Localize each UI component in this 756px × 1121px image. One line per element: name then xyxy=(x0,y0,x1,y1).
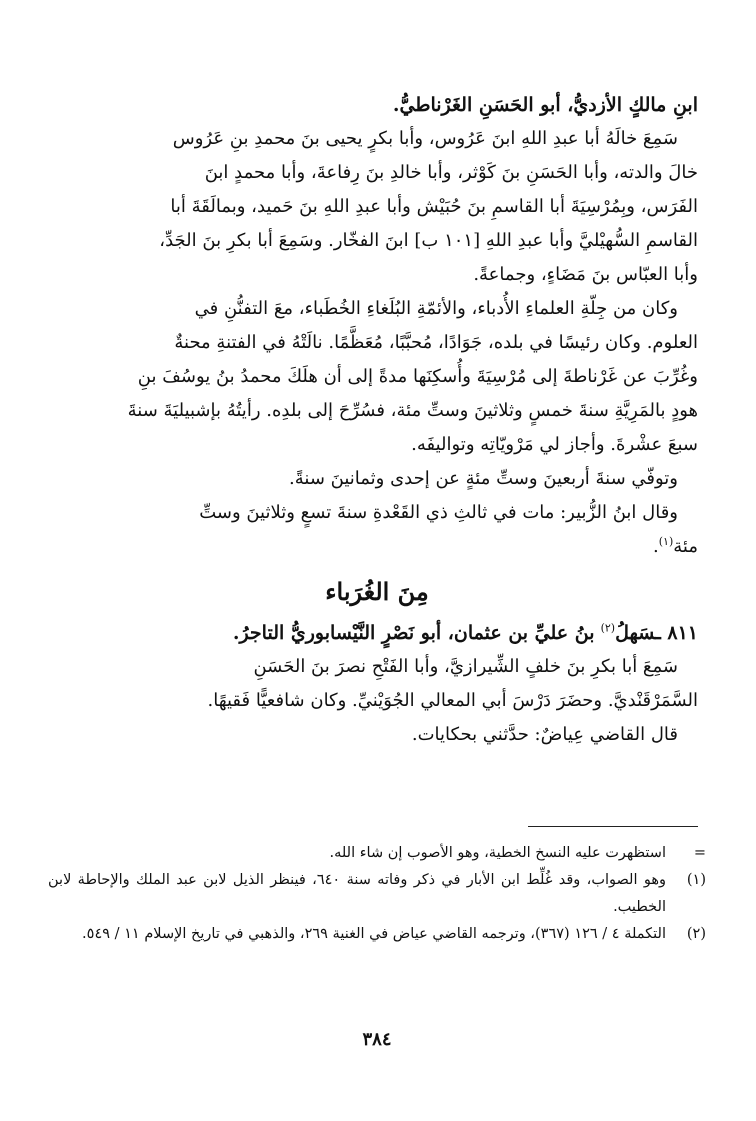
footnote-mark: = xyxy=(693,845,706,861)
footnote-item xyxy=(48,840,706,867)
text-line: سَمِعَ خالَهُ أبا عبدِ اللهِ ابنَ عَرُوس، وأبا بكرٍ يحيى بنَ محمدِ بنِ عَرُوس xyxy=(172,128,678,149)
text-line: وغُرِّبَ عن غَرْناطةَ إلى مُرْسِيَةَ وأُسكِنَها مدةً إلى أن هلَكَ محمدُ بنُ يوسُفَ بنِ xyxy=(137,366,698,387)
footnote-ref-1: (١) xyxy=(658,535,674,548)
footnote-item xyxy=(48,867,706,921)
footnote-mark: (٢) xyxy=(686,926,706,942)
section-title: مِنَ الغُرَباء xyxy=(325,577,429,606)
text-line: وكان من جِلّةِ العلماءِ الأُدباء، والأئمّةِ البُلَغاءِ الخُطَباء، معَ التفنُّنِ في xyxy=(194,298,678,319)
text-line: سَمِعَ أبا بكرِ بنَ خلفٍ الشِّيرازيَّ، وأبا الفَتْحِ نصرَ بنَ الحَسَنِ xyxy=(253,656,678,677)
footnote-text: وهو الصواب، وقد غُلِّط ابن الأبار في ذكر وفاته سنة ٦٤٠، فينظر الذيل لابن عبد الملك والإحاطة لابن الخطيب. xyxy=(48,872,666,915)
text-line: خالَ والدته، وأبا الحَسَنِ بنَ كَوْثر، وأبا خالدِ بنَ رِفاعةَ، وأبا محمدٍ ابنَ xyxy=(204,162,698,183)
footnotes xyxy=(48,840,706,948)
text-fragment: . xyxy=(653,536,659,557)
footnote-ref-2: (٢) xyxy=(600,621,616,635)
text-line: العلوم. وكان رئيسًا في بلده، جَوَادًا، مُحبَّبًا، مُعَظَّمًا. نالَتْهُ في الفتنةِ محنةٌ xyxy=(174,332,698,353)
text-line: هودٍ بالمَرِيَّةِ سنةَ خمسٍ وثلاثينَ وستِّ مئة، فسُرِّحَ إلى بلدِه. رأيتُهُ بإشبيليَةَ سنةَ xyxy=(127,400,698,421)
text-line: وقال ابنُ الزُّبير: مات في ثالثِ ذي القَعْدةِ سنةَ تسعٍ وثلاثينَ وستِّ xyxy=(199,502,678,523)
page-number: ٣٨٤ xyxy=(362,1029,392,1050)
footnote-text: التكملة ٤ / ١٢٦ (٣٦٧)، وترجمه القاضي عياض في الغنية ٢٦٩، والذهبي في تاريخ الإسلام ١١ / ٥٤٩. xyxy=(82,926,666,942)
text-line: سبعَ عشْرةَ. وأجاز لي مَرْويّاتِه وتواليفَه. xyxy=(411,434,698,455)
text-line xyxy=(56,530,698,564)
entry-name: سَهلُ xyxy=(615,622,656,644)
text-line: وأبا العبّاس بنَ مَضَاءٍ، وجماعةً. xyxy=(473,264,698,285)
footnote-text: استظهرت عليه النسخ الخطية، وهو الأصوب إن شاء الله. xyxy=(329,845,666,861)
entry-811-heading xyxy=(56,616,698,650)
prev-entry-paragraph-4 xyxy=(56,496,698,564)
prev-entry-paragraph-3: وتوفّي سنةَ أربعينَ وستِّ مئةٍ عن إحدى وثمانينَ سنةً. xyxy=(289,468,678,489)
footnote-item xyxy=(48,921,706,948)
book-page xyxy=(48,88,706,1121)
prev-entry-paragraph-2 xyxy=(56,292,698,462)
entry-811-paragraph-1 xyxy=(56,650,698,718)
text-line: الفَرَس، وبِمُرْسِيَةَ أبا القاسمِ بنَ حُبَيْش وأبا عبدِ اللهِ بنَ حَميد، وبمالَقَةَ أبا xyxy=(170,196,698,217)
prev-entry-paragraph-1 xyxy=(56,122,698,292)
text-line: السَّمَرْقَنْديَّ. وحضَرَ دَرْسَ أبي المعالي الجُوَيْنيِّ. وكان شافعيًّا فَقيهًا. xyxy=(207,690,698,711)
footnote-separator xyxy=(528,826,698,827)
entry-heading-continuation: ابنِ مالكٍ الأزديُّ، أبو الحَسَنِ الغَرْناطيُّ. xyxy=(392,94,698,116)
footnote-mark: (١) xyxy=(686,872,706,888)
text-fragment: مئة xyxy=(673,536,698,557)
text-line: القاسمِ السُّهيْليَّ وأبا عبدِ اللهِ [١٠١ ب] ابنَ الفخّار. وسَمِعَ أبا بكرِ بنَ الجَدِّ، xyxy=(159,230,698,251)
entry-number: ٨١١ ـ xyxy=(655,622,698,644)
entry-heading-rest: بنُ عليِّ بن عثمان، أبو نَصْرٍ النَّيْسابوريُّ التاجرُ. xyxy=(232,622,595,644)
entry-811-paragraph-2: قال القاضي عِياضٌ: حدَّثني بحكايات. xyxy=(411,724,678,745)
